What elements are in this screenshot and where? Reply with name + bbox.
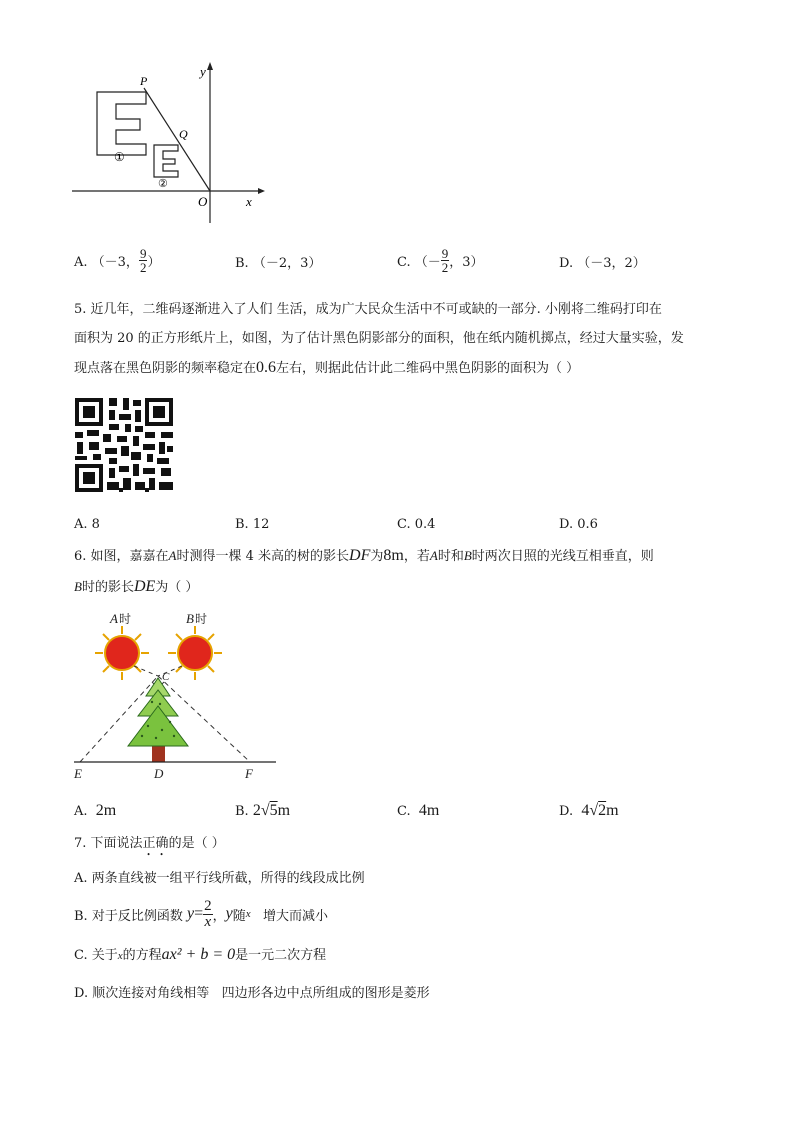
option-unit: m — [606, 802, 619, 819]
sun-a-icon — [95, 626, 149, 680]
point-d-label: D — [154, 766, 164, 781]
q5-frequency-value: 0.6 — [256, 359, 277, 376]
option-letter: B. — [235, 804, 249, 819]
equation: ax² + b = 0 — [161, 946, 236, 963]
q4-option-b: B. （－2，3） — [235, 256, 322, 271]
q7-option-text: 的方程 — [122, 948, 162, 963]
q6-option-c — [397, 802, 439, 820]
q7-option-d: D. 顺次连接对角线相等 四边形各边中点所组成的图形是菱形 — [74, 986, 430, 1001]
q4-option-c-suffix: ，3） — [449, 254, 484, 270]
q7-option-text: ， — [212, 908, 226, 924]
option-value: 2m — [95, 802, 117, 819]
shape-1-label: ① — [114, 150, 125, 164]
point-f-label: F — [245, 766, 253, 781]
equals-sign: = — [194, 905, 204, 922]
var-x: x — [117, 950, 123, 962]
q7-option-a: A. 两条直线被一组平行线所截，所得的线段成比例 — [74, 871, 365, 886]
var-y: y — [186, 905, 195, 922]
q4-option-d: D. （－3，2） — [559, 256, 646, 271]
q6-option-d — [559, 802, 619, 820]
q6-stem-text: 为（ ） — [155, 580, 199, 595]
sun-b-suffix: 时 — [195, 612, 208, 626]
q7-option-text: 增大而减小 — [250, 908, 329, 924]
segment-de: DE — [133, 578, 156, 595]
fraction-denominator: 2 — [139, 259, 147, 275]
sun-a-suffix: 时 — [119, 612, 132, 626]
q7-stem — [74, 836, 724, 859]
point-e-label: E — [74, 766, 82, 781]
q7-option-text: 是一元二次方程 — [235, 948, 327, 963]
point-q-label: Q — [179, 127, 188, 141]
q6-option-a — [74, 802, 116, 820]
q7-stem-text: 7. 下面说法 — [74, 836, 143, 851]
var-b: B — [74, 579, 82, 594]
q7-option-text: 随 — [232, 908, 246, 924]
q4-option-c — [397, 240, 484, 280]
segment-df: DF — [349, 547, 371, 564]
q5-stem-text: 左右，则据此估计此二维码中黑色阴影的面积为（ ） — [276, 361, 580, 376]
coordinate-figure — [66, 58, 266, 228]
option-value: 4m — [418, 802, 440, 819]
radicand: 5 — [269, 802, 278, 819]
radicand: 2 — [598, 802, 607, 819]
x-axis-label: x — [246, 194, 252, 209]
point-p-label: P — [140, 74, 148, 88]
fraction-numerator: 2 — [204, 897, 212, 914]
q7-option-text: B. 对于反比例函数 — [74, 908, 183, 924]
sun-a-letter: A — [110, 611, 118, 626]
q7-option-text: C. 关于 — [74, 948, 118, 963]
qr-code-image — [73, 396, 175, 494]
q5-option-c: C. 0.4 — [397, 517, 436, 532]
sun-b-icon — [168, 626, 222, 680]
q6-stem-text: 为 — [370, 549, 384, 564]
q5-option-b: B. 12 — [235, 517, 270, 532]
fraction-denominator: x — [204, 913, 212, 930]
q6-stem-line-1 — [74, 548, 724, 565]
q7-option-b — [74, 894, 328, 934]
q6-option-b — [235, 802, 290, 820]
q7-stem-text: 的是（ ） — [168, 836, 225, 851]
q4-option-a-suffix: ） — [147, 254, 161, 270]
origin-label: O — [198, 194, 208, 209]
q6-stem-text: 时和 — [437, 549, 464, 564]
tree-icon — [128, 678, 188, 762]
option-letter: D. — [559, 804, 574, 819]
tree-shadow-figure — [70, 608, 285, 783]
fraction — [203, 899, 213, 930]
shape-2-label: ② — [158, 178, 168, 190]
q6-stem-text: 6. 如图，嘉嘉在 — [74, 549, 169, 564]
q4-option-a — [74, 240, 160, 280]
y-axis-label: y — [200, 64, 206, 79]
sqrt-sign-icon: √ — [589, 802, 599, 819]
q7-emphasis: 正确 — [142, 836, 169, 851]
point-c-label: C — [162, 671, 170, 683]
q4-option-a-prefix: A. （－3， — [74, 254, 139, 270]
q5-stem-text: 现点落在黑色阴影的频率稳定在 — [74, 361, 257, 376]
option-letter: C. — [397, 804, 411, 819]
var-a: A — [168, 548, 177, 563]
var-a: A — [429, 548, 438, 563]
fraction-denominator: 2 — [441, 259, 449, 275]
var-y: y — [225, 905, 233, 922]
sun-b-letter: B — [186, 611, 194, 626]
q7-option-c — [74, 947, 724, 964]
q4-option-c-prefix: C. （－ — [397, 254, 441, 270]
q6-stem-text: 时两次日照的光线互相垂直，则 — [471, 549, 654, 564]
option-coefficient: 2 — [252, 802, 261, 819]
length-8m: 8m — [383, 547, 404, 564]
option-coefficient: 4 — [581, 802, 590, 819]
q5-option-a: A. 8 — [74, 517, 100, 532]
option-letter: A. — [74, 804, 88, 819]
q6-stem-text: ，若 — [403, 549, 430, 564]
option-unit: m — [277, 802, 291, 819]
q5-stem-line-2: 面积为 20 的正方形纸片上，如图，为了估计黑色阴影部分的面积，他在纸内随机掷点，经过大量实验，发 — [74, 331, 684, 346]
fraction — [441, 247, 450, 274]
q6-stem-text: 时测得一棵 4 米高的树的影长 — [176, 549, 350, 564]
q6-stem-line-2 — [74, 579, 724, 596]
fraction — [139, 247, 148, 274]
fraction-numerator: 9 — [139, 245, 147, 261]
var-x: x — [245, 908, 251, 920]
q5-stem-line-1: 5. 近几年，二维码逐渐进入了人们 生活，成为广大民众生活中不可或缺的一部分. 小刚将二维码打印在 — [74, 302, 662, 317]
q6-stem-text: 时的影长 — [81, 580, 134, 595]
var-b: B — [463, 548, 472, 563]
q5-stem-line-3 — [74, 360, 724, 377]
sqrt-sign-icon: √ — [260, 802, 270, 819]
fraction-numerator: 9 — [441, 245, 449, 261]
q5-option-d: D. 0.6 — [559, 517, 598, 532]
